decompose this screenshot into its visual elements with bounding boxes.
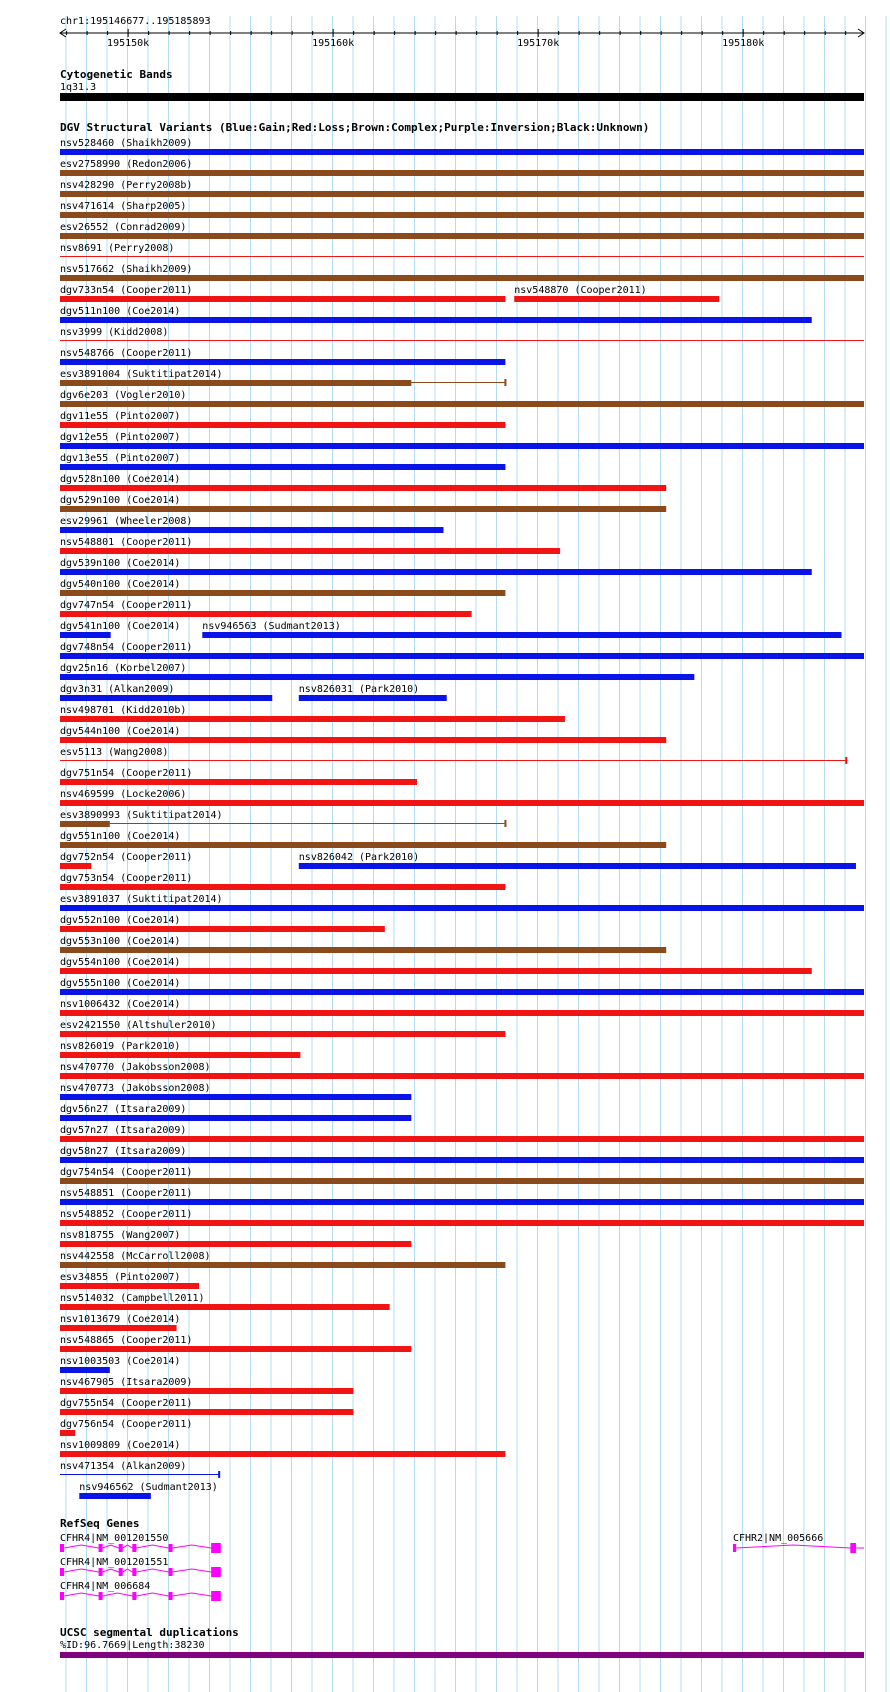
dgv-feature[interactable] bbox=[60, 306, 812, 323]
dgv-feature[interactable] bbox=[202, 621, 841, 638]
refseq-exon[interactable] bbox=[60, 1568, 64, 1576]
dgv-feature[interactable] bbox=[60, 201, 864, 218]
dgv-feature-label: dgv755n54 (Cooper2011) bbox=[60, 1398, 193, 1409]
refseq-gene-label: CFHR4|NM_001201550 bbox=[60, 1533, 169, 1544]
refseq-gene[interactable] bbox=[60, 1557, 221, 1577]
dgv-feature-bar[interactable] bbox=[60, 275, 864, 281]
dgv-feature[interactable] bbox=[60, 411, 505, 428]
cytoband-bar[interactable] bbox=[60, 93, 864, 101]
refseq-exon[interactable] bbox=[211, 1543, 221, 1553]
cytoband-track-title: Cytogenetic Bands bbox=[60, 68, 173, 81]
dgv-feature-label: dgv752n54 (Cooper2011) bbox=[60, 852, 193, 863]
refseq-gene-label: CFHR2|NM_005666 bbox=[732, 1533, 824, 1544]
dgv-feature-label: nsv1006432 (Coe2014) bbox=[60, 999, 181, 1010]
dgv-feature-line[interactable] bbox=[60, 340, 864, 341]
refseq-exon[interactable] bbox=[99, 1544, 103, 1552]
dgv-feature-label: esv3891004 (Suktitipat2014) bbox=[60, 369, 223, 380]
refseq-exon[interactable] bbox=[169, 1592, 173, 1600]
dgv-feature-bar[interactable] bbox=[60, 695, 272, 701]
dgv-track-title: DGV Structural Variants (Blue:Gain;Red:Loss;Brown:Complex;Purple:Inversion;Black:Unknown) bbox=[60, 121, 650, 134]
dgv-feature-bar[interactable] bbox=[60, 401, 864, 407]
refseq-exon[interactable] bbox=[169, 1568, 173, 1576]
dgv-feature[interactable] bbox=[79, 1482, 217, 1499]
dgv-feature-label: esv3890993 (Suktitipat2014) bbox=[60, 810, 223, 821]
dgv-feature-label: esv2421550 (Altshuler2010) bbox=[60, 1020, 217, 1031]
dgv-feature-bar[interactable] bbox=[60, 926, 385, 932]
dgv-feature[interactable] bbox=[299, 852, 856, 869]
region-label: chr1:195146677..195185893 bbox=[60, 16, 211, 27]
dgv-feature-label: dgv12e55 (Pinto2007) bbox=[60, 432, 181, 443]
dgv-feature[interactable] bbox=[60, 138, 864, 155]
refseq-gene-models bbox=[60, 1533, 864, 1601]
dgv-feature[interactable] bbox=[60, 873, 505, 890]
refseq-exon[interactable] bbox=[211, 1567, 221, 1577]
dgv-feature[interactable] bbox=[60, 957, 812, 974]
dgv-feature-bar[interactable] bbox=[60, 1178, 864, 1184]
dgv-feature-label: dgv6e203 (Vogler2010) bbox=[60, 390, 187, 401]
dgv-feature[interactable] bbox=[60, 348, 505, 365]
dgv-feature[interactable] bbox=[60, 558, 812, 575]
refseq-gene-label: CFHR4|NM_001201551 bbox=[60, 1557, 169, 1568]
dgv-feature-bar[interactable] bbox=[60, 674, 694, 680]
dgv-feature[interactable] bbox=[60, 1062, 864, 1079]
dgv-feature-line bbox=[110, 823, 506, 824]
dgv-feature-label: nsv548865 (Cooper2011) bbox=[60, 1335, 193, 1346]
ruler-tick-label: 195180k bbox=[722, 38, 765, 49]
dgv-feature[interactable] bbox=[60, 264, 864, 281]
dgv-feature[interactable] bbox=[60, 726, 666, 743]
dgv-feature-label: dgv748n54 (Cooper2011) bbox=[60, 642, 193, 653]
refseq-exon[interactable] bbox=[211, 1591, 221, 1601]
dgv-feature-label: nsv428290 (Perry2008b) bbox=[60, 180, 193, 191]
dgv-feature-label: esv3891037 (Suktitipat2014) bbox=[60, 894, 223, 905]
dgv-feature[interactable] bbox=[60, 1377, 353, 1394]
refseq-exon[interactable] bbox=[60, 1544, 64, 1552]
dgv-feature[interactable] bbox=[60, 1314, 180, 1331]
dgv-feature[interactable] bbox=[60, 621, 180, 638]
dgv-feature-rows bbox=[60, 138, 864, 1499]
dgv-feature-label: nsv528460 (Shaikh2009) bbox=[60, 138, 193, 149]
dgv-feature[interactable] bbox=[60, 600, 472, 617]
dgv-feature-label: esv5113 (Wang2008) bbox=[60, 747, 169, 758]
dgv-feature[interactable] bbox=[60, 516, 444, 533]
dgv-feature[interactable] bbox=[60, 1104, 411, 1121]
dgv-feature-label: dgv3n31 (Alkan2009) bbox=[60, 684, 175, 695]
dgv-feature-bar[interactable] bbox=[60, 527, 444, 533]
dgv-feature-bar[interactable] bbox=[60, 1094, 411, 1100]
dgv-feature[interactable] bbox=[60, 684, 272, 701]
dgv-feature-bar[interactable] bbox=[60, 1304, 390, 1310]
dgv-feature-label: esv29961 (Wheeler2008) bbox=[60, 516, 193, 527]
dgv-feature-bar[interactable] bbox=[299, 695, 447, 701]
dgv-feature-label: nsv946563 (Sudmant2013) bbox=[202, 621, 341, 632]
dgv-feature[interactable] bbox=[60, 978, 864, 995]
dgv-feature-label: dgv544n100 (Coe2014) bbox=[60, 726, 181, 737]
dgv-feature[interactable] bbox=[60, 1440, 505, 1457]
dgv-feature-bar[interactable] bbox=[60, 485, 666, 491]
dgv-feature-bar[interactable] bbox=[60, 1115, 411, 1121]
dgv-feature-bar[interactable] bbox=[60, 1367, 110, 1373]
dgv-feature[interactable] bbox=[60, 453, 505, 470]
dgv-feature[interactable] bbox=[514, 285, 719, 302]
dgv-feature-bar[interactable] bbox=[60, 212, 864, 218]
dgv-feature-bar[interactable] bbox=[60, 779, 417, 785]
ruler-tick-label: 195150k bbox=[107, 38, 150, 49]
dgv-feature[interactable] bbox=[60, 474, 666, 491]
dgv-feature-bar[interactable] bbox=[60, 359, 505, 365]
dgv-feature[interactable] bbox=[60, 936, 666, 953]
dgv-feature-bar[interactable] bbox=[60, 233, 864, 239]
refseq-intron-line bbox=[60, 1569, 221, 1572]
dgv-feature-label: dgv552n100 (Coe2014) bbox=[60, 915, 181, 926]
dgv-feature-bar[interactable] bbox=[60, 947, 666, 953]
dgv-feature-label: dgv553n100 (Coe2014) bbox=[60, 936, 181, 947]
segdup-label: %ID:96.7669|Length:38230 bbox=[60, 1640, 205, 1651]
dgv-feature-label: dgv540n100 (Coe2014) bbox=[60, 579, 181, 590]
dgv-feature-label: esv34855 (Pinto2007) bbox=[60, 1272, 181, 1283]
dgv-feature[interactable] bbox=[60, 789, 864, 806]
dgv-feature-line[interactable] bbox=[60, 256, 864, 257]
dgv-feature-label: nsv548766 (Cooper2011) bbox=[60, 348, 193, 359]
refseq-exon[interactable] bbox=[119, 1544, 123, 1552]
dgv-feature-bar[interactable] bbox=[60, 1325, 177, 1331]
dgv-feature-label: dgv733n54 (Cooper2011) bbox=[60, 285, 193, 296]
dgv-feature-bar[interactable] bbox=[60, 464, 505, 470]
dgv-feature-label: dgv551n100 (Coe2014) bbox=[60, 831, 181, 842]
dgv-feature-bar[interactable] bbox=[60, 191, 864, 197]
refseq-gene-label: CFHR4|NM_006684 bbox=[60, 1581, 151, 1592]
dgv-feature-label: dgv539n100 (Coe2014) bbox=[60, 558, 181, 569]
dgv-feature-bar[interactable] bbox=[60, 569, 812, 575]
dgv-feature-bar[interactable] bbox=[60, 506, 666, 512]
refseq-track[interactable] bbox=[60, 1517, 864, 1601]
dgv-feature[interactable] bbox=[60, 915, 385, 932]
dgv-feature[interactable] bbox=[60, 180, 864, 197]
dgv-feature-end-cap bbox=[504, 820, 506, 827]
dgv-feature-bar[interactable] bbox=[60, 1010, 864, 1016]
dgv-feature-bar[interactable] bbox=[60, 800, 864, 806]
dgv-feature-bar[interactable] bbox=[60, 1409, 353, 1415]
dgv-feature-label: nsv471354 (Alkan2009) bbox=[60, 1461, 187, 1472]
refseq-exon[interactable] bbox=[99, 1568, 103, 1576]
dgv-feature[interactable] bbox=[60, 1209, 864, 1226]
cytoband-track[interactable] bbox=[60, 68, 864, 101]
dgv-feature[interactable] bbox=[60, 1167, 864, 1184]
dgv-feature-bar[interactable] bbox=[299, 863, 856, 869]
dgv-feature-line[interactable] bbox=[60, 760, 846, 761]
dgv-feature-label: dgv754n54 (Cooper2011) bbox=[60, 1167, 193, 1178]
dgv-feature-bar[interactable] bbox=[60, 1031, 505, 1037]
dgv-feature-bar[interactable] bbox=[60, 1283, 199, 1289]
dgv-feature[interactable] bbox=[60, 642, 864, 659]
dgv-feature-bar[interactable] bbox=[60, 1241, 411, 1247]
refseq-exon[interactable] bbox=[850, 1543, 856, 1553]
dgv-feature-bar[interactable] bbox=[60, 317, 812, 323]
dgv-feature-label: dgv753n54 (Cooper2011) bbox=[60, 873, 193, 884]
dgv-feature-label: nsv548801 (Cooper2011) bbox=[60, 537, 193, 548]
dgv-feature-bar[interactable] bbox=[60, 905, 864, 911]
dgv-feature-label: nsv818755 (Wang2007) bbox=[60, 1230, 181, 1241]
dgv-feature-line bbox=[411, 382, 505, 383]
dgv-feature-label: nsv548870 (Cooper2011) bbox=[514, 285, 647, 296]
dgv-feature-label: nsv470773 (Jakobsson2008) bbox=[60, 1083, 211, 1094]
dgv-feature-label: dgv511n100 (Coe2014) bbox=[60, 306, 181, 317]
dgv-feature[interactable] bbox=[60, 432, 864, 449]
dgv-feature[interactable] bbox=[299, 684, 447, 701]
dgv-feature[interactable] bbox=[60, 579, 505, 596]
dgv-feature-label: nsv442558 (McCarroll2008) bbox=[60, 1251, 211, 1262]
dgv-feature-bar[interactable] bbox=[60, 1220, 864, 1226]
segdup-track[interactable] bbox=[60, 1626, 864, 1658]
dgv-feature-bar[interactable] bbox=[60, 1388, 353, 1394]
dgv-feature[interactable] bbox=[60, 243, 864, 257]
dgv-feature-label: nsv826042 (Park2010) bbox=[298, 852, 420, 863]
dgv-feature-bar[interactable] bbox=[79, 1493, 151, 1499]
dgv-feature-bar[interactable] bbox=[60, 422, 505, 428]
dgv-feature-label: nsv1009809 (Coe2014) bbox=[60, 1440, 181, 1451]
dgv-feature[interactable] bbox=[60, 768, 417, 785]
refseq-exon[interactable] bbox=[60, 1592, 64, 1600]
dgv-feature-label: dgv57n27 (Itsara2009) bbox=[60, 1125, 187, 1136]
dgv-feature-bar[interactable] bbox=[60, 149, 864, 155]
dgv-feature-label: dgv11e55 (Pinto2007) bbox=[60, 411, 181, 422]
dgv-feature-bar[interactable] bbox=[60, 821, 110, 827]
dgv-feature-bar[interactable] bbox=[514, 296, 719, 302]
dgv-feature-label: dgv541n100 (Coe2014) bbox=[60, 621, 181, 632]
dgv-feature-bar[interactable] bbox=[60, 548, 560, 554]
dgv-feature-label: dgv58n27 (Itsara2009) bbox=[60, 1146, 187, 1157]
dgv-feature[interactable] bbox=[60, 831, 666, 848]
dgv-feature-label: dgv56n27 (Itsara2009) bbox=[60, 1104, 187, 1115]
refseq-exon[interactable] bbox=[733, 1544, 736, 1552]
dgv-feature[interactable] bbox=[60, 327, 864, 341]
dgv-feature[interactable] bbox=[60, 1335, 411, 1352]
refseq-gene[interactable] bbox=[60, 1533, 221, 1553]
dgv-feature-bar[interactable] bbox=[60, 653, 864, 659]
dgv-feature-label: dgv529n100 (Coe2014) bbox=[60, 495, 181, 506]
segdup-bar[interactable] bbox=[60, 1652, 864, 1658]
dgv-feature-bar[interactable] bbox=[60, 1052, 300, 1058]
refseq-intron-line bbox=[733, 1545, 864, 1548]
dgv-feature-label: nsv498701 (Kidd2010b) bbox=[60, 705, 187, 716]
dgv-feature-label: nsv548852 (Cooper2011) bbox=[60, 1209, 193, 1220]
dgv-feature[interactable] bbox=[60, 1020, 505, 1037]
dgv-feature[interactable] bbox=[60, 1083, 411, 1100]
dgv-feature-bar[interactable] bbox=[60, 611, 472, 617]
refseq-exon[interactable] bbox=[132, 1544, 136, 1552]
dgv-feature[interactable] bbox=[60, 159, 864, 176]
refseq-exon[interactable] bbox=[169, 1544, 173, 1552]
refseq-intron-line bbox=[60, 1593, 221, 1596]
dgv-feature-line[interactable] bbox=[60, 1474, 219, 1475]
dgv-feature-bar[interactable] bbox=[60, 737, 666, 743]
dgv-feature-label: dgv25n16 (Korbel2007) bbox=[60, 663, 187, 674]
dgv-feature[interactable] bbox=[60, 852, 192, 869]
dgv-feature[interactable] bbox=[60, 999, 864, 1016]
dgv-feature[interactable] bbox=[60, 222, 864, 239]
dgv-feature-label: nsv471614 (Sharp2005) bbox=[60, 201, 187, 212]
dgv-feature-end-cap bbox=[845, 757, 847, 764]
dgv-feature-bar[interactable] bbox=[60, 632, 111, 638]
dgv-feature-bar[interactable] bbox=[60, 884, 505, 890]
dgv-feature-bar[interactable] bbox=[60, 1136, 864, 1142]
dgv-feature[interactable] bbox=[60, 1188, 864, 1205]
refseq-exon[interactable] bbox=[132, 1592, 136, 1600]
refseq-intron-line bbox=[60, 1545, 221, 1548]
dgv-feature-label: esv26552 (Conrad2009) bbox=[60, 222, 187, 233]
dgv-feature[interactable] bbox=[60, 1146, 864, 1163]
cytoband-label: 1q31.3 bbox=[60, 82, 97, 93]
dgv-feature[interactable] bbox=[60, 1251, 505, 1268]
dgv-feature-bar[interactable] bbox=[60, 1157, 864, 1163]
dgv-feature[interactable] bbox=[60, 285, 505, 302]
dgv-track[interactable] bbox=[60, 121, 864, 1499]
dgv-feature-label: nsv517662 (Shaikh2009) bbox=[60, 264, 193, 275]
dgv-feature-bar[interactable] bbox=[60, 1199, 864, 1205]
dgv-feature-bar[interactable] bbox=[60, 842, 666, 848]
dgv-feature-bar[interactable] bbox=[202, 632, 841, 638]
dgv-feature[interactable] bbox=[60, 1272, 199, 1289]
dgv-feature-label: nsv470770 (Jakobsson2008) bbox=[60, 1062, 211, 1073]
dgv-feature-bar[interactable] bbox=[60, 170, 864, 176]
dgv-feature-label: nsv826031 (Park2010) bbox=[298, 684, 420, 695]
dgv-feature[interactable] bbox=[60, 1356, 180, 1373]
dgv-feature-end-cap bbox=[504, 379, 506, 386]
dgv-feature-bar[interactable] bbox=[60, 968, 812, 974]
dgv-feature-label: nsv467905 (Itsara2009) bbox=[60, 1377, 193, 1388]
dgv-feature-label: nsv8691 (Perry2008) bbox=[60, 243, 175, 254]
dgv-feature-bar[interactable] bbox=[60, 380, 411, 386]
dgv-feature-label: nsv1003503 (Coe2014) bbox=[60, 1356, 181, 1367]
dgv-feature-label: dgv554n100 (Coe2014) bbox=[60, 957, 181, 968]
dgv-feature-bar[interactable] bbox=[60, 1073, 864, 1079]
ruler-tick-label: 195160k bbox=[312, 38, 355, 49]
dgv-feature[interactable] bbox=[60, 1041, 300, 1058]
dgv-feature[interactable] bbox=[60, 747, 847, 764]
ruler-tick-label: 195170k bbox=[517, 38, 560, 49]
dgv-feature-bar[interactable] bbox=[60, 989, 864, 995]
dgv-feature-label: dgv751n54 (Cooper2011) bbox=[60, 768, 193, 779]
dgv-feature-label: esv2758990 (Redon2006) bbox=[60, 159, 193, 170]
dgv-feature-label: dgv756n54 (Cooper2011) bbox=[60, 1419, 193, 1430]
dgv-feature-label: dgv13e55 (Pinto2007) bbox=[60, 453, 181, 464]
dgv-feature-bar[interactable] bbox=[60, 1430, 75, 1436]
dgv-feature-label: nsv469599 (Locke2006) bbox=[60, 789, 187, 800]
refseq-exon[interactable] bbox=[99, 1592, 103, 1600]
dgv-feature-label: nsv514032 (Campbell2011) bbox=[60, 1293, 205, 1304]
dgv-feature-end-cap bbox=[218, 1471, 220, 1478]
dgv-feature-label: dgv555n100 (Coe2014) bbox=[60, 978, 181, 989]
dgv-feature-label: nsv1013679 (Coe2014) bbox=[60, 1314, 181, 1325]
dgv-feature[interactable] bbox=[60, 1293, 390, 1310]
dgv-feature-label: dgv747n54 (Cooper2011) bbox=[60, 600, 193, 611]
dgv-feature[interactable] bbox=[60, 495, 666, 512]
dgv-feature[interactable] bbox=[60, 390, 864, 407]
dgv-feature[interactable] bbox=[60, 369, 506, 386]
refseq-track-title: RefSeq Genes bbox=[60, 1517, 140, 1530]
dgv-feature-bar[interactable] bbox=[60, 590, 505, 596]
refseq-exon[interactable] bbox=[132, 1568, 136, 1576]
segdup-track-title: UCSC segmental duplications bbox=[60, 1626, 239, 1639]
dgv-feature-label: dgv528n100 (Coe2014) bbox=[60, 474, 181, 485]
refseq-gene[interactable] bbox=[733, 1533, 864, 1553]
refseq-gene[interactable] bbox=[60, 1581, 221, 1601]
dgv-feature[interactable] bbox=[60, 894, 864, 911]
dgv-feature[interactable] bbox=[60, 1419, 192, 1436]
dgv-feature[interactable] bbox=[60, 537, 560, 554]
dgv-feature[interactable] bbox=[60, 1125, 864, 1142]
dgv-feature-label: nsv946562 (Sudmant2013) bbox=[79, 1482, 218, 1493]
dgv-feature[interactable] bbox=[60, 810, 506, 827]
dgv-feature[interactable] bbox=[60, 1461, 220, 1478]
dgv-feature-label: nsv826019 (Park2010) bbox=[60, 1041, 181, 1052]
ruler-ticks bbox=[67, 29, 846, 49]
dgv-feature-bar[interactable] bbox=[60, 863, 91, 869]
ruler-track bbox=[60, 16, 864, 49]
dgv-feature-label: nsv548851 (Cooper2011) bbox=[60, 1188, 193, 1199]
dgv-feature[interactable] bbox=[60, 1230, 411, 1247]
dgv-feature-bar[interactable] bbox=[60, 716, 565, 722]
refseq-exon[interactable] bbox=[119, 1568, 123, 1576]
dgv-feature[interactable] bbox=[60, 1398, 353, 1415]
dgv-feature-bar[interactable] bbox=[60, 296, 505, 302]
dgv-feature-bar[interactable] bbox=[60, 443, 864, 449]
dgv-feature-bar[interactable] bbox=[60, 1346, 411, 1352]
dgv-feature-bar[interactable] bbox=[60, 1451, 505, 1457]
dgv-feature-label: nsv3999 (Kidd2008) bbox=[60, 327, 169, 338]
dgv-feature-bar[interactable] bbox=[60, 1262, 505, 1268]
